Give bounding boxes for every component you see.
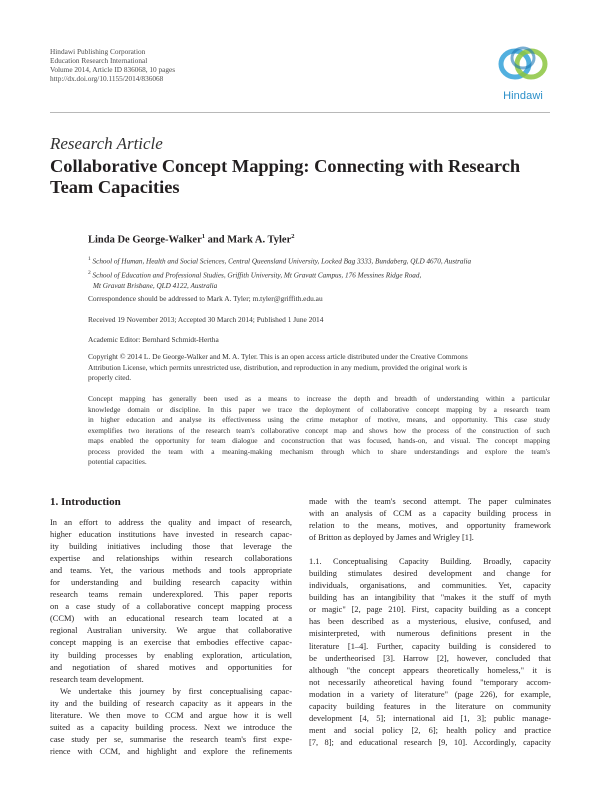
article-type: Research Article	[50, 134, 163, 153]
subsection-line: 1.1. Conceptualising Capacity Building. Broadly, capacity	[309, 557, 551, 567]
body-line: modation in a variety of literature" (page 226), for example,	[309, 689, 551, 699]
body-line: ity building initiatives including those that leverage the	[50, 542, 292, 552]
body-line: with an analysis of CCM as a capacity building process in	[309, 509, 551, 519]
correspondence: Correspondence should be addressed to Mark A. Tyler; m.tyler@griffith.edu.au	[88, 294, 323, 303]
affil-text: School of Human, Health and Social Sciences, Central Queensland University, Locked Bag 3333, Bundaberg, QLD 4670, Australia	[92, 257, 472, 266]
journal-header	[50, 47, 175, 83]
body-line: of Britton as deployed by James and Wrigley [1].	[309, 533, 474, 543]
body-line: rience with CCM, and highlight and explore the refinements	[50, 746, 292, 756]
body-line: research team development.	[50, 674, 144, 684]
author-separator: and	[205, 234, 228, 246]
body-line: relation to the means, motives, and opportunity framework	[309, 521, 551, 531]
publisher-line: Hindawi Publishing Corporation	[50, 47, 146, 56]
body-line: In an effort to address the quality and impact of research,	[50, 518, 292, 527]
affil-mark: 1	[88, 256, 91, 262]
author-name: Mark A. Tyler	[227, 234, 292, 246]
affil-mark: 2	[88, 269, 91, 276]
affil-text: School of Education and Professional Studies, Griffith University, Mt Gravatt Campus, 176 Messines Ridge Road,	[92, 270, 422, 279]
affiliations	[88, 254, 548, 292]
section-heading: 1. Introduction	[50, 496, 121, 508]
body-line: and negotiation of shared motives and opportunities for	[50, 662, 292, 672]
body-line: be undertheorised [3]. Harrow [2], however, concluded that	[309, 653, 551, 663]
body-line: building stimulates desired development and change for	[309, 569, 551, 579]
body-line: misinterpreted, with numerous definitions present in the	[309, 629, 551, 639]
abstract-line: exemplifies two iterations of the research team's collaborative concept map and shows how the process of the construction of such	[88, 425, 550, 435]
body-line: capacity building features in the literature on community	[309, 701, 551, 711]
body-line: regional Australian university. We argue that collaborative	[50, 626, 292, 636]
body-line: or magic" [2, page 210]. First, capacity building as a concept	[309, 605, 551, 615]
abstract-line: in higher education and analyse its effectiveness using the crime metaphor of motive, means, and opportunity. This case study	[88, 415, 550, 424]
affiliation-item	[88, 254, 548, 268]
body-line: has been described as a mysterious, elusive, confused, and	[309, 617, 551, 627]
title-line: Collaborative Concept Mapping: Connecting with Research	[50, 156, 521, 176]
affiliation-item	[88, 268, 548, 282]
body-line: concept mapping is an exercise that embodies effective capac-	[50, 638, 292, 648]
abstract-line: knowledge domain or discipline. In this paper we trace the deployment of collaborative concept mapping by a research team	[88, 404, 550, 414]
right-column	[309, 496, 551, 749]
body-line: literature. We then move to CCM and argue how it is well	[50, 710, 292, 720]
left-column	[50, 517, 292, 758]
copyright-line: Attribution License, which permits unrestricted use, distribution, and reproduction in any medium, provided the original work is	[88, 362, 468, 372]
body-line: higher education institutions have invested in research capac-	[50, 530, 292, 540]
abstract-line: process provided the team with a meaning-making mechanism through which to share understandings and explore the team's	[88, 446, 550, 456]
body-line: individuals, organisations, and communities. Yet, capacity	[309, 581, 551, 591]
body-line: literature [1–4]. Further, capacity building is considered to	[309, 641, 551, 651]
abstract-line: Concept mapping has generally been used as a means to increase the depth and breadth of understanding within a particular	[88, 394, 550, 403]
body-line: and teams. Yet, the various methods and tools appropriate	[50, 566, 292, 576]
body-line: ity and the building of research capacity as it appears in the	[50, 698, 292, 708]
body-line: made with the team's second attempt. The paper culminates	[309, 497, 551, 506]
body-line: on a case study of a collaborative concept mapping process	[50, 602, 292, 612]
copyright-line: properly cited.	[88, 373, 132, 382]
journal-name: Education Research International	[50, 56, 148, 66]
body-line: not necessarily atheoretical having found "temporary accom-	[309, 677, 551, 687]
body-line: expertise and relationships within research collaborations	[50, 554, 292, 564]
copyright-line: Copyright © 2014 L. De George-Walker and M. A. Tyler. This is an open access article distributed under the Creative Commons	[88, 352, 468, 361]
article-title	[50, 156, 550, 198]
logo-text: Hindawi	[503, 90, 543, 102]
doi-link[interactable]: http://dx.doi.org/10.1155/2014/836068	[50, 74, 164, 84]
body-line: building has an intangibility that "makes it the stuff of myth	[309, 593, 551, 603]
hindawi-logo-icon	[493, 40, 553, 90]
body-line: ity building processes by enabling exploration, articulation,	[50, 650, 292, 660]
abstract-line: maps enabled the opportunity for team dialogue and coconstruction that was focused, hands-on, and visual. The concept mapping	[88, 436, 550, 445]
body-line: suited as a capacity building process. Next we introduce the	[50, 722, 292, 732]
author-name: Linda De George-Walker	[88, 234, 202, 246]
academic-editor: Academic Editor: Bernhard Schmidt-Hertha	[88, 335, 219, 344]
publication-dates: Received 19 November 2013; Accepted 30 March 2014; Published 1 June 2014	[88, 315, 324, 324]
title-line: Team Capacities	[50, 177, 180, 197]
abstract-line: potential capacities.	[88, 457, 147, 466]
body-line: for understanding and building research capacity within	[50, 578, 292, 588]
body-line: case study per se, summarise the research team's first expe-	[50, 734, 292, 744]
body-line: We undertake this journey by first conceptualising capac-	[60, 686, 292, 696]
body-line: (CCM) with an educational research team located at a	[50, 614, 292, 624]
author-affil-mark[interactable]: 2	[291, 233, 295, 240]
body-line: although "the concept appears theoretically homeless," it is	[309, 665, 551, 675]
author-affil-mark[interactable]: 1	[201, 233, 205, 240]
header-divider	[50, 112, 550, 113]
volume-line: Volume 2014, Article ID 836068, 10 pages	[50, 65, 176, 75]
copyright-notice	[88, 352, 550, 384]
abstract	[88, 394, 550, 468]
body-line: [7, 8]; and educational research [9, 10]. Accordingly, capacity	[309, 737, 551, 747]
affiliation-item	[88, 281, 548, 292]
body-line: research teams remain underexplored. This paper reports	[50, 590, 292, 600]
body-line: development [4, 5]; international aid [1, 3]; public manage-	[309, 713, 551, 723]
author-list	[88, 233, 295, 246]
affil-text: Mt Gravatt Brisbane, QLD 4122, Australia	[93, 282, 218, 291]
body-line: ment and social policy [2, 6]; health policy and practice	[309, 725, 551, 735]
hindawi-logo	[493, 40, 553, 104]
